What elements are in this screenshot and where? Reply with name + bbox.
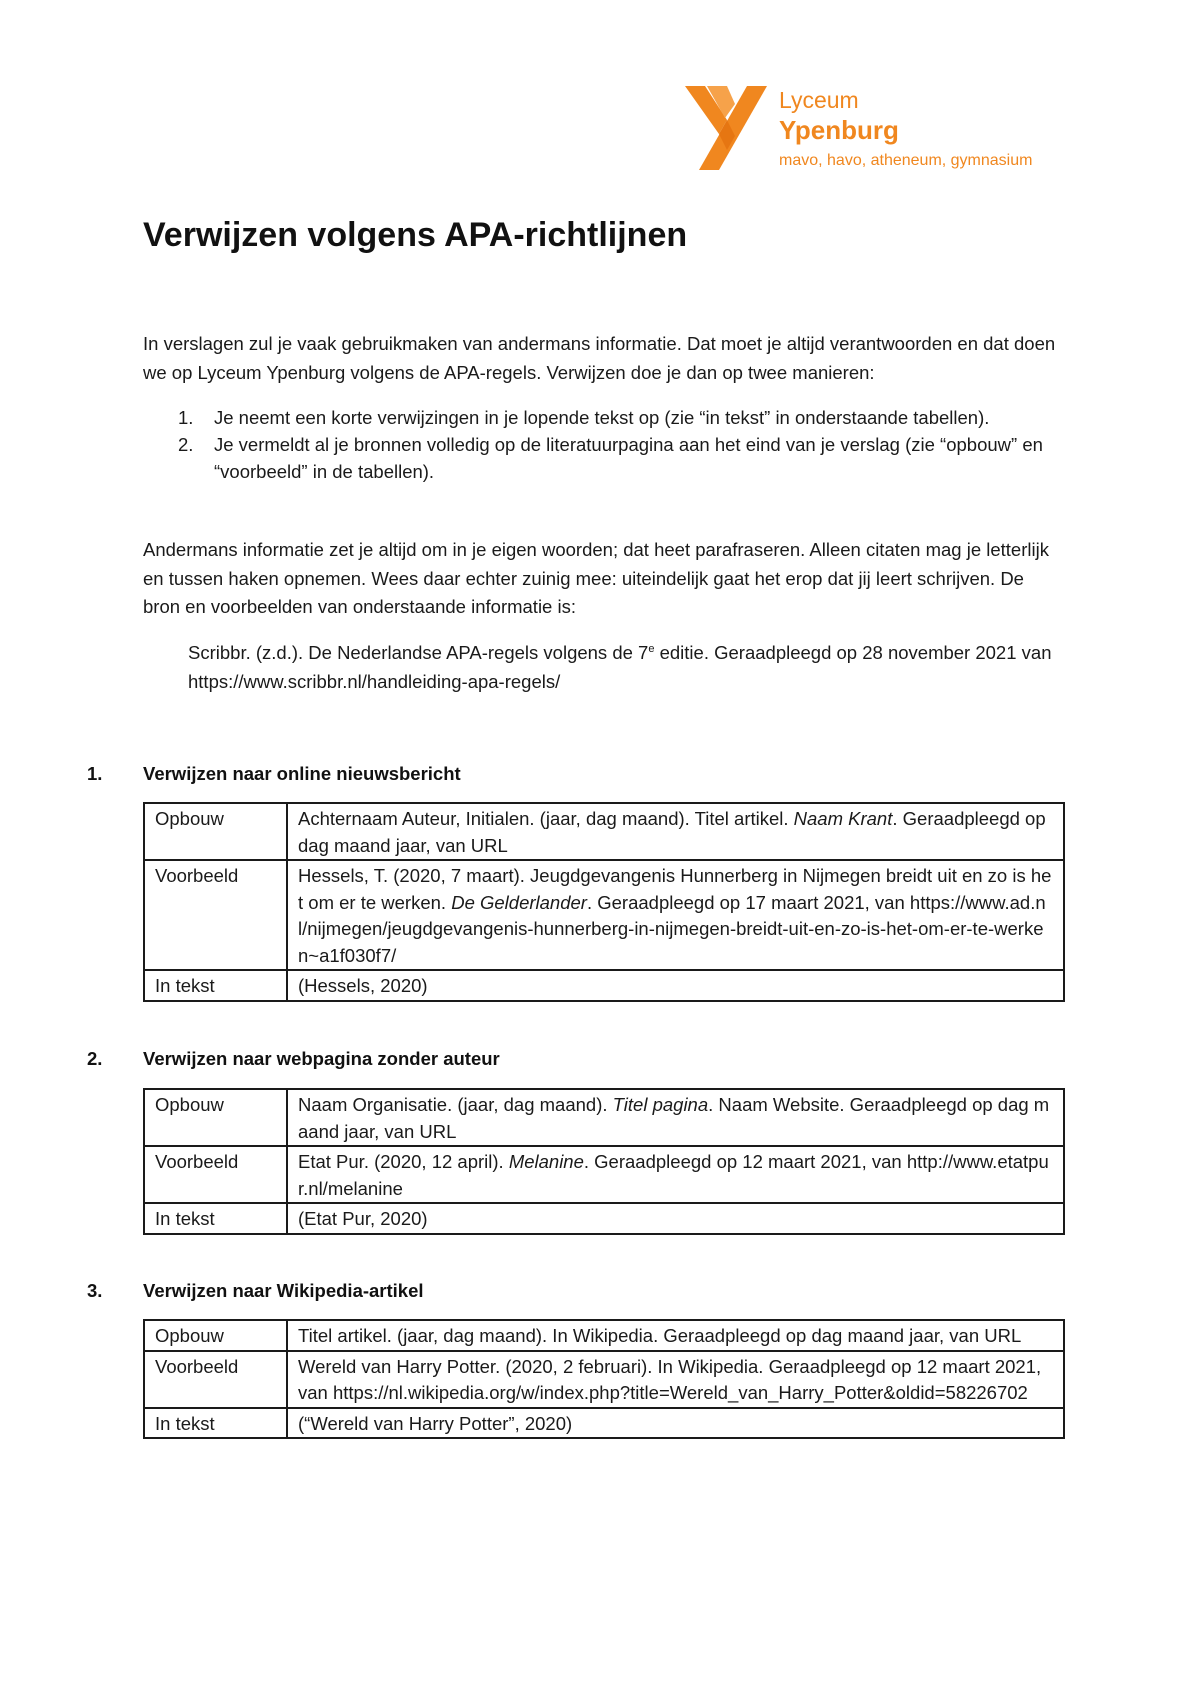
list-item-text: Je vermeldt al je bronnen volledig op de literatuurpagina aan het eind van je verslag (zie “opbouw” en “voorbeeld” in de tabellen). <box>214 434 1043 482</box>
value-text: Naam Organisatie. (jaar, dag maand). <box>298 1094 613 1115</box>
row-value <box>287 803 1064 860</box>
list-item <box>143 404 1063 431</box>
list-item <box>143 431 1063 485</box>
section-title: Verwijzen naar online nieuwsbericht <box>143 763 461 784</box>
numbered-list <box>143 404 1063 485</box>
source-citation <box>188 638 1068 696</box>
list-item-number: 2. <box>178 434 194 455</box>
row-label: Voorbeeld <box>144 1351 287 1408</box>
table-row <box>144 803 1064 860</box>
row-label: Voorbeeld <box>144 1146 287 1203</box>
value-text: . Geraadpleegd op 12 maart 2021, van http://www.etatpur.nl/melanine <box>298 1151 1049 1199</box>
table-row <box>144 1146 1064 1203</box>
value-italic: Naam Krant <box>793 808 893 829</box>
page-title: Verwijzen volgens APA-richtlijnen <box>143 216 688 254</box>
value-text: . Geraadpleegd op 17 maart 2021, van https://www.ad.nl/nijmegen/jeugdgevangenis-hunnerberg-in-nijmegen-breidt-uit-en-zo-is-het-om-er-te-werken~a1f030f7/ <box>298 891 1046 966</box>
table-row <box>144 1408 1064 1439</box>
value-text: Achternaam Auteur, Initialen. (jaar, dag maand). Titel artikel. <box>298 808 794 829</box>
section-number: 2. <box>87 1048 103 1069</box>
reference-table-news <box>143 802 1065 1002</box>
row-label: In tekst <box>144 1408 287 1439</box>
section-title: Verwijzen naar webpagina zonder auteur <box>143 1048 500 1069</box>
row-value: Titel artikel. (jaar, dag maand). In Wikipedia. Geraadpleegd op dag maand jaar, van URL <box>287 1320 1064 1351</box>
row-value: (Etat Pur, 2020) <box>287 1203 1064 1234</box>
table-row <box>144 1089 1064 1146</box>
school-logo <box>683 84 1083 184</box>
table-row <box>144 970 1064 1001</box>
row-value: (“Wereld van Harry Potter”, 2020) <box>287 1408 1064 1439</box>
row-label: In tekst <box>144 970 287 1001</box>
table-row <box>144 1203 1064 1234</box>
list-item-text: Je neemt een korte verwijzingen in je lopende tekst op (zie “in tekst” in onderstaande tabellen). <box>214 407 990 428</box>
row-value: Wereld van Harry Potter. (2020, 2 februari). In Wikipedia. Geraadpleegd op 12 maart 2021, van https://nl.wikipedia.org/w/index.php?title=Wereld_van_Harry_Potter&oldid=58226702 <box>287 1351 1064 1408</box>
row-value <box>287 1089 1064 1146</box>
value-text: Hessels, T. (2020, 7 maart). Jeugdgevangenis Hunnerberg in Nijmegen breidt uit en zo is het om er te werken. <box>298 865 1052 913</box>
value-italic: Titel pagina <box>612 1094 709 1115</box>
logo-line-ypenburg: Ypenburg <box>779 115 899 145</box>
logo-wordmark <box>779 86 1032 174</box>
row-label: Opbouw <box>144 803 287 860</box>
value-text: . Naam Website. Geraadpleegd op dag maand jaar, van URL <box>298 1094 1050 1142</box>
citation-text-start: Scribbr. (z.d.). De Nederlandse APA-regels volgens de 7 <box>188 642 649 663</box>
section-number: 1. <box>87 763 103 784</box>
section-number: 3. <box>87 1280 103 1301</box>
reference-table-wikipedia <box>143 1319 1065 1439</box>
section-title: Verwijzen naar Wikipedia-artikel <box>143 1280 424 1301</box>
table-row <box>144 860 1064 970</box>
value-text: . Geraadpleegd op dag maand jaar, van URL <box>298 808 1046 856</box>
list-item-number: 1. <box>178 407 194 428</box>
row-label: Voorbeeld <box>144 860 287 970</box>
row-value <box>287 860 1064 970</box>
ypenburg-y-logo-icon <box>683 84 771 174</box>
row-label: In tekst <box>144 1203 287 1234</box>
logo-line-lyceum: Lyceum <box>779 87 859 113</box>
logo-tagline: mavo, havo, atheneum, gymnasium <box>779 152 1033 169</box>
intro-paragraph: In verslagen zul je vaak gebruikmaken van andermans informatie. Dat moet je altijd verantwoorden en dat doen we op Lyceum Ypenburg volgens de APA-regels. Verwijzen doe je dan op twee manieren: <box>143 333 1056 383</box>
row-value <box>287 1146 1064 1203</box>
value-italic: Melanine <box>508 1151 584 1172</box>
table-row <box>144 1320 1064 1351</box>
reference-table-webpage <box>143 1088 1065 1235</box>
value-italic: De Gelderlander <box>451 891 587 913</box>
citation-text-end: editie. Geraadpleegd op 28 november 2021 van https://www.scribbr.nl/handleiding-apa-regels/ <box>188 642 1052 692</box>
row-label: Opbouw <box>144 1320 287 1351</box>
table-row <box>144 1351 1064 1408</box>
citation-superscript: e <box>648 642 655 655</box>
row-value: (Hessels, 2020) <box>287 970 1064 1001</box>
paraphrase-paragraph: Andermans informatie zet je altijd om in je eigen woorden; dat heet parafraseren. Alleen citaten mag je letterlijk en tussen haken opnemen. Wees daar echter zuinig mee: uiteindelijk gaat het erop dat jij leert schrijven. De bron en voorbeelden van onderstaande informatie is: <box>143 539 1049 617</box>
value-text: Etat Pur. (2020, 12 april). <box>298 1151 509 1172</box>
row-label: Opbouw <box>144 1089 287 1146</box>
